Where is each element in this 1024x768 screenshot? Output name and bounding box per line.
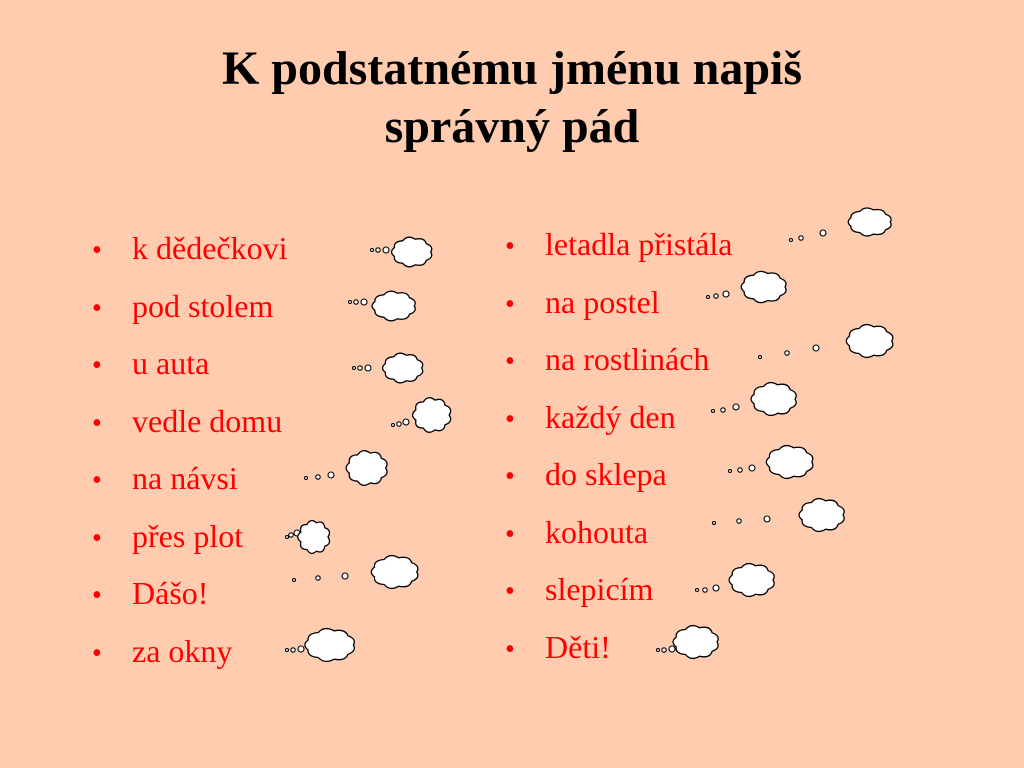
- thought-bubble-dot: [358, 366, 362, 370]
- thought-bubble-icon: [305, 451, 388, 486]
- thought-bubble-cloud: [751, 383, 796, 416]
- bullet: •: [92, 522, 102, 554]
- list-item-text: do sklepa: [545, 456, 667, 492]
- thought-bubble-dot: [291, 648, 295, 652]
- thought-bubble-icon: [729, 446, 813, 479]
- list-item-text: letadla přistála: [545, 226, 733, 262]
- list-item: [92, 569, 288, 627]
- thought-bubble-cloud: [799, 499, 844, 532]
- thought-bubble-dot: [298, 646, 304, 652]
- thought-bubble-dot: [790, 239, 793, 242]
- bullet: •: [92, 637, 102, 669]
- thought-bubble-dot: [820, 230, 826, 236]
- thought-bubble-cloud: [305, 629, 354, 662]
- bullet: •: [505, 461, 515, 492]
- list-item: [92, 512, 288, 570]
- list-item: [505, 508, 732, 566]
- thought-bubble-cloud: [298, 521, 330, 554]
- right-word-list: [505, 220, 732, 680]
- thought-bubble-dot: [328, 472, 334, 478]
- bullet: •: [92, 465, 102, 496]
- thought-bubble-dot: [361, 299, 367, 305]
- bullet: •: [505, 346, 515, 377]
- thought-bubble-icon: [759, 325, 893, 359]
- bullet: •: [92, 350, 102, 381]
- list-item: [505, 565, 732, 623]
- thought-bubble-cloud: [741, 271, 786, 302]
- list-item-text: k dědečkovi: [132, 230, 288, 266]
- thought-bubble-dot: [365, 365, 371, 371]
- thought-bubble-cloud: [371, 556, 418, 589]
- thought-bubble-cloud: [413, 398, 451, 433]
- thought-bubble-dot: [749, 465, 755, 471]
- thought-bubble-icon: [392, 398, 451, 433]
- bullet: •: [505, 576, 515, 607]
- thought-bubble-cloud: [383, 353, 423, 383]
- thought-bubble-cloud: [729, 564, 774, 597]
- thought-bubble-dot: [392, 424, 395, 427]
- list-item-text: Děti!: [545, 628, 611, 665]
- bullet: •: [92, 292, 102, 324]
- thought-bubble-dot: [289, 533, 293, 537]
- list-item: [505, 335, 732, 393]
- left-word-list: [92, 224, 288, 684]
- thought-bubble-icon: [349, 291, 416, 321]
- thought-bubble-cloud: [392, 237, 432, 267]
- thought-bubble-dot: [349, 301, 352, 304]
- thought-bubble-icon: [293, 556, 418, 589]
- list-item-text: slepicím: [545, 571, 654, 607]
- list-item: [92, 224, 288, 282]
- thought-bubble-dot: [316, 576, 320, 580]
- list-item: [505, 623, 732, 681]
- slide-title-line-2: správný pád: [384, 100, 640, 153]
- thought-bubble-icon: [286, 521, 330, 554]
- thought-bubble-cloud: [766, 446, 813, 479]
- list-item-text: za okny: [132, 632, 233, 669]
- thought-bubble-cloud: [848, 208, 891, 236]
- list-item-text: na rostlinách: [545, 341, 710, 377]
- list-item: [505, 393, 732, 451]
- thought-bubble-dot: [764, 516, 770, 522]
- thought-bubble-dot: [294, 530, 300, 536]
- thought-bubble-dot: [737, 519, 741, 523]
- thought-bubble-icon: [353, 353, 423, 383]
- thought-bubble-dot: [759, 356, 762, 359]
- list-item: [505, 278, 732, 336]
- list-item: [92, 282, 288, 340]
- list-item: [92, 397, 288, 455]
- thought-bubble-dot: [738, 468, 742, 472]
- thought-bubble-dot: [342, 573, 348, 579]
- thought-bubble-cloud: [846, 325, 893, 358]
- bullet: •: [92, 407, 102, 439]
- bullet: •: [505, 231, 515, 262]
- list-item-text: Dášo!: [132, 575, 209, 611]
- thought-bubble-dot: [376, 248, 380, 252]
- list-item-text: na návsi: [132, 460, 238, 496]
- list-item-text: přes plot: [132, 517, 244, 554]
- thought-bubble-dot: [354, 300, 358, 304]
- thought-bubble-cloud: [346, 451, 387, 486]
- bullet: •: [505, 633, 515, 665]
- list-item-text: na postel: [545, 283, 660, 320]
- thought-bubble-dot: [813, 345, 819, 351]
- thought-bubble-dot: [403, 419, 409, 425]
- slide-title: [0, 40, 1024, 156]
- list-item-text: každý den: [545, 398, 676, 435]
- list-item-text: pod stolem: [132, 287, 274, 324]
- list-item: [92, 454, 288, 512]
- list-item: [505, 220, 732, 278]
- bullet: •: [505, 518, 515, 550]
- list-item-text: u auta: [132, 345, 210, 381]
- list-item-text: vedle domu: [132, 402, 283, 439]
- thought-bubble-icon: [790, 208, 892, 241]
- slide-title-line-1: K podstatnému jménu napiš: [221, 42, 803, 95]
- thought-bubble-dot: [383, 247, 389, 253]
- thought-bubble-dot: [397, 422, 401, 426]
- list-item: [92, 627, 288, 685]
- thought-bubble-dot: [799, 236, 803, 240]
- thought-bubble-dot: [785, 351, 789, 355]
- thought-bubble-dot: [353, 367, 356, 370]
- thought-bubble-dot: [305, 477, 308, 480]
- bullet: •: [505, 403, 515, 435]
- thought-bubble-dot: [371, 249, 374, 252]
- bullet: •: [505, 288, 515, 320]
- thought-bubble-icon: [286, 629, 355, 662]
- bullet: •: [92, 580, 102, 611]
- list-item-text: kohouta: [545, 513, 649, 550]
- thought-bubble-dot: [733, 404, 739, 410]
- list-item: [92, 339, 288, 397]
- list-item: [505, 450, 732, 508]
- thought-bubble-icon: [371, 237, 432, 267]
- thought-bubble-dot: [293, 579, 296, 582]
- thought-bubble-dot: [316, 475, 320, 479]
- bullet: •: [92, 235, 102, 266]
- thought-bubble-cloud: [372, 291, 415, 321]
